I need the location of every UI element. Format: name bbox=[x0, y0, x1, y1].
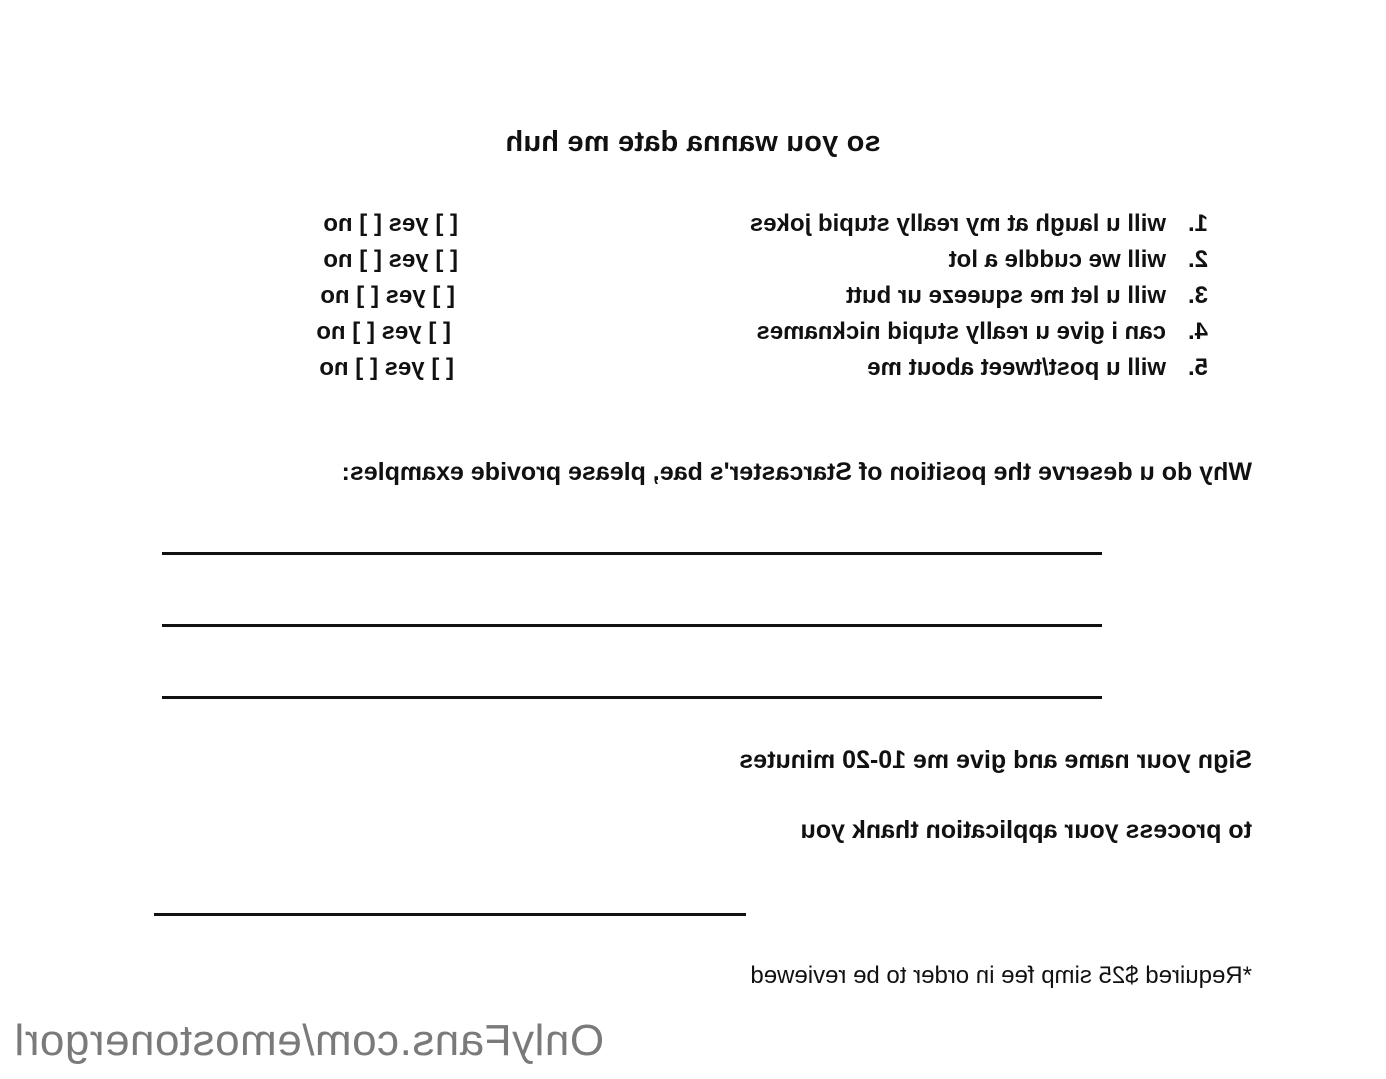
footnote: *Required $25 simp fee in order to be reviewed bbox=[750, 962, 1252, 989]
yes-no-checkboxes: [ ] yes [ ] no bbox=[316, 318, 451, 345]
answer-line-1 bbox=[162, 552, 1102, 555]
question-row bbox=[288, 314, 1208, 350]
question-number: 2. bbox=[1187, 246, 1208, 273]
question-list bbox=[288, 206, 1208, 386]
watermark: OnlyFans.com/emostonergorl bbox=[14, 1016, 605, 1065]
answer-line-3 bbox=[162, 696, 1102, 699]
question-row bbox=[288, 206, 1208, 242]
yes-no-checkboxes: [ ] yes [ ] no bbox=[323, 246, 458, 273]
question-row bbox=[288, 242, 1208, 278]
signature-line bbox=[154, 913, 746, 916]
sign-instruction-line-1: Sign your name and give me 10-20 minutes bbox=[739, 746, 1252, 774]
yes-no-checkboxes: [ ] yes [ ] no bbox=[323, 210, 458, 237]
page-title: so you wanna date me huh bbox=[505, 126, 881, 158]
question-text: can i give u really stupid nicknames bbox=[756, 318, 1166, 345]
question-text: will u post/tweet about me bbox=[867, 354, 1166, 381]
question-row bbox=[288, 350, 1208, 386]
question-text: will u laugh at my really stupid jokes bbox=[749, 210, 1166, 237]
sign-instruction-line-2: to process your application thank you bbox=[800, 816, 1252, 844]
question-text: will we cuddle a lot bbox=[948, 246, 1166, 273]
question-number: 1. bbox=[1187, 210, 1208, 237]
question-number: 4. bbox=[1187, 318, 1208, 345]
answer-line-2 bbox=[162, 624, 1102, 627]
question-number: 3. bbox=[1187, 282, 1208, 309]
question-text: will u let me squeeze ur butt bbox=[845, 282, 1166, 309]
question-number: 5. bbox=[1187, 354, 1208, 381]
yes-no-checkboxes: [ ] yes [ ] no bbox=[320, 282, 455, 309]
yes-no-checkboxes: [ ] yes [ ] no bbox=[319, 354, 454, 381]
essay-prompt: Why do u deserve the position of Starcaster's bae, please provide examples: bbox=[341, 458, 1252, 486]
question-row bbox=[288, 278, 1208, 314]
